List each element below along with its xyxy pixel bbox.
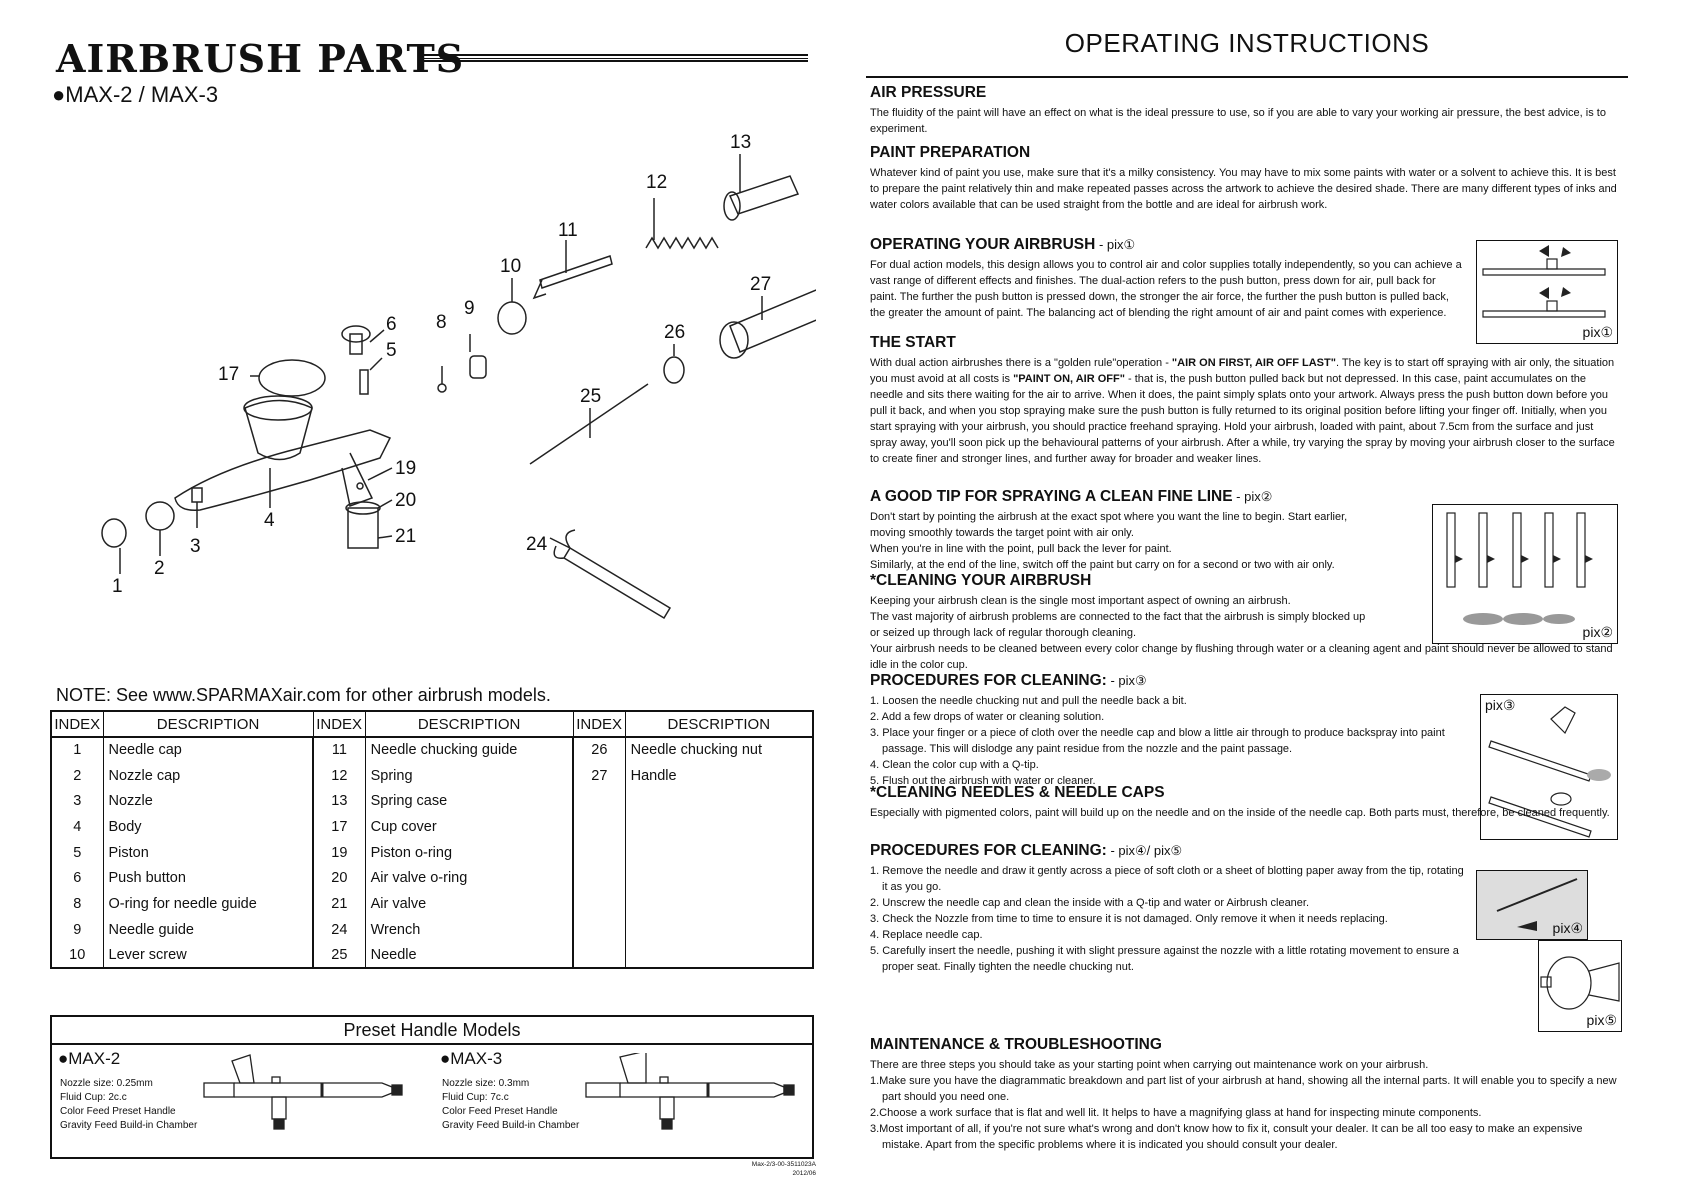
cell-description: Lever screw xyxy=(103,943,313,969)
callout-9: 9 xyxy=(464,298,475,319)
page-title: AIRBRUSH PARTS xyxy=(56,36,465,81)
maintenance-step: There are three steps you should take as your starting point when carrying out maintenance work on your airbrush. xyxy=(870,1059,1429,1071)
procedure-step: 1. Remove the needle and draw it gently across a piece of soft cloth or a sheet of blotting paper away from the tip, rotating it as you go. xyxy=(870,865,1464,893)
callout-3: 3 xyxy=(190,536,201,557)
cell-index: 13 xyxy=(313,788,365,814)
table-row xyxy=(51,737,813,763)
table-row xyxy=(51,917,813,943)
cell-index: 1 xyxy=(73,742,82,759)
cell-description xyxy=(625,917,813,943)
section-paint-preparation xyxy=(870,144,1622,213)
spec-line: Nozzle size: 0.25mm xyxy=(60,1078,153,1089)
cell-description xyxy=(625,865,813,891)
section-text: For dual action models, this design allows you to control air and color supplies totally independently, so you can achieve a vast range of different effects and finishes. The dual-action refers to the push button, press down for air, pull back for paint. The further the push button is pressed down, the stronger the air force, the further the push button is pulled back, the greater the amount of paint. The balancing act of blending the right amount of air and paint comes with experience. xyxy=(870,259,1462,319)
instructions-page xyxy=(866,20,1628,1180)
callout-21: 21 xyxy=(395,526,417,547)
figure-pix4 xyxy=(1476,870,1588,940)
text-line: moving smoothly towards the target point with air only. xyxy=(870,527,1134,539)
text-line: Keeping your airbrush clean is the single most important aspect of owning an airbrush. xyxy=(870,595,1291,607)
cell-index: 12 xyxy=(313,763,365,789)
maintenance-list xyxy=(870,1057,1622,1153)
procedure-step: 2. Add a few drops of water or cleaning solution. xyxy=(870,711,1105,723)
cell-description: Cup cover xyxy=(365,814,573,840)
section-maintenance xyxy=(870,1036,1622,1153)
cell-index xyxy=(573,814,625,840)
figure-label: pix① xyxy=(1582,324,1613,340)
table-row xyxy=(51,788,813,814)
cell-description: Push button xyxy=(103,865,313,891)
part-handle-end xyxy=(720,322,748,358)
cell-description: Nozzle xyxy=(103,788,313,814)
callout-6: 6 xyxy=(386,314,397,335)
part-piston-oring xyxy=(357,483,363,489)
section-procedures-cleaning-1 xyxy=(870,672,1474,789)
airbrush-max3-illustration xyxy=(584,1053,804,1143)
section-heading xyxy=(870,236,1462,254)
part-push-button-stem xyxy=(350,334,362,354)
cell-description: Needle cap xyxy=(103,737,313,763)
cell-description: Needle guide xyxy=(103,917,313,943)
cell-description: Piston o-ring xyxy=(365,840,573,866)
section-heading: THE START xyxy=(870,334,956,351)
pix-ref: - pix③ xyxy=(1106,673,1147,688)
header-index: INDEX xyxy=(51,711,103,737)
spec-line: Color Feed Preset Handle xyxy=(442,1106,558,1117)
procedure-step: 1. Loosen the needle chucking nut and pull the needle back a bit. xyxy=(870,695,1187,707)
text-line: Your airbrush needs to be cleaned between every color change by flushing through water or a cleaning agent and paint should never be allowed to stand idle in the color cup. xyxy=(870,643,1613,671)
cell-index: 9 xyxy=(73,921,82,938)
procedure-step: 3. Check the Nozzle from time to time to ensure it is not damaged. Only remove it when it needs replacing. xyxy=(870,913,1388,925)
spec-line: Nozzle size: 0.3mm xyxy=(442,1078,530,1089)
cell-index: 27 xyxy=(573,763,625,789)
text-line: or seized up through lack of regular thorough cleaning. xyxy=(870,627,1137,639)
part-nozzle-cap xyxy=(146,502,174,530)
maintenance-step: 1.Make sure you have the diagrammatic breakdown and part list of your airbrush at hand, showing all the internal parts. It will enable you to specify a new part should you need one. xyxy=(870,1075,1617,1103)
figure-label: pix② xyxy=(1582,624,1613,640)
part-chucking-guide xyxy=(540,256,612,288)
callout-10: 10 xyxy=(500,256,522,277)
cell-description: Needle chucking guide xyxy=(365,737,573,763)
part-handle xyxy=(730,280,816,352)
callout-11: 11 xyxy=(558,220,578,241)
procedure-step: 5. Carefully insert the needle, pushing it with slight pressure against the nozzle with a little rotating movement to ensure a proper seat. Finally tighten the needle chucking nut. xyxy=(870,945,1459,973)
cell-index: 24 xyxy=(313,917,365,943)
part-cup-cover xyxy=(259,360,325,396)
part-spring xyxy=(646,238,718,248)
figure-pix5 xyxy=(1538,940,1622,1032)
cell-description xyxy=(625,788,813,814)
cell-description: Needle xyxy=(365,943,573,969)
cell-index: 21 xyxy=(313,891,365,917)
ref-code: Max-2/3-00-3511023A xyxy=(751,1161,816,1168)
preset-handle-models xyxy=(50,1015,814,1159)
cell-index: 6 xyxy=(73,870,82,887)
exploded-parts-diagram xyxy=(50,108,816,668)
cell-index: 20 xyxy=(313,865,365,891)
cell-description xyxy=(625,840,813,866)
table-row xyxy=(51,814,813,840)
procedure-list xyxy=(870,863,1472,975)
cell-description: Needle chucking nut xyxy=(625,737,813,763)
callout-25: 25 xyxy=(580,386,602,407)
cell-description: Nozzle cap xyxy=(103,763,313,789)
part-cup xyxy=(245,401,312,460)
cell-index xyxy=(573,943,625,969)
section-cleaning xyxy=(870,572,1622,673)
bold-run: "PAINT ON, AIR OFF" xyxy=(1013,373,1125,385)
ref-date: 2012/06 xyxy=(792,1170,816,1177)
spec-line: Fluid Cup: 2c.c xyxy=(60,1092,127,1103)
document-reference xyxy=(752,1160,816,1178)
maintenance-step: 3.Most important of all, if you're not sure what's wrong and don't know how to fix it, consult your dealer. It can be all too easy to make an expensive mistake. Apart from the specific problems where it is indicated you should consult your dealer. xyxy=(870,1123,1583,1151)
procedure-step: 3. Place your finger or a piece of cloth over the needle cap and blow a little air through to produce backspray into paint passage. This will dislodge any paint residue from the nozzle and the paint passage. xyxy=(870,727,1445,755)
preset-title: Preset Handle Models xyxy=(52,1017,812,1045)
cell-index xyxy=(573,788,625,814)
figure-label: pix③ xyxy=(1485,697,1516,713)
pix-ref: - pix① xyxy=(1095,237,1136,252)
text-run: - that is, the push button pulled back but not depressed. In this case, paint accumulates on the needle and sits there waiting for the air to arrive. When it does, the paint simply splats onto your artwork. Always press the push button down before you pull it back, and when you stop spraying make sure the push button is fully returned to its original position before lifting your finger off. Initially, when you start spraying with your airbrush, you should practice freehand spraying. Hold your airbrush, loaded with paint, about 7.5cm from the surface and just spray away, you'll soon pick up the behavioural patterns of your airbrush. After a while, try varying the spray by moving your airbrush closer to the surface to create finer and stronger lines, and further away for broader and weaker lines. xyxy=(870,373,1615,465)
section-text xyxy=(870,593,1622,673)
procedure-step: 2. Unscrew the needle cap and clean the inside with a Q-tip and water or Airbrush cleaner. xyxy=(870,897,1310,909)
parts-table-header xyxy=(51,711,813,737)
model-specs xyxy=(442,1077,579,1133)
pix-ref: - pix② xyxy=(1232,489,1273,504)
section-operating xyxy=(870,236,1462,321)
header-description: DESCRIPTION xyxy=(365,711,573,737)
instructions-title: OPERATING INSTRUCTIONS xyxy=(1064,28,1430,58)
section-heading: PAINT PREPARATION xyxy=(870,144,1031,161)
cell-description: Spring xyxy=(365,763,573,789)
cell-description: Piston xyxy=(103,840,313,866)
text-line: Don't start by pointing the airbrush at the exact spot where you want the line to begin. Start earlier, xyxy=(870,511,1348,523)
procedure-step: 4. Clean the color cup with a Q-tip. xyxy=(870,759,1039,771)
part-body-handle xyxy=(342,453,372,506)
part-oring xyxy=(438,384,446,392)
cell-description: Spring case xyxy=(365,788,573,814)
figure-label: pix⑤ xyxy=(1586,1012,1617,1028)
section-heading xyxy=(870,842,1472,860)
section-text: Whatever kind of paint you use, make sure that it's a milky consistency. You may have to mix some paints with water or a solvent to achieve this. It is best to prepare the paint relatively thin and make repeated passes across the artwork to achieve the desired shade. There are many different types of inks and water colors available that can be used straight from the bottle and are ideal for airbrush work. xyxy=(870,167,1617,211)
section-cleaning-needles xyxy=(870,784,1622,821)
spec-line: Color Feed Preset Handle xyxy=(60,1106,176,1117)
cell-description: Wrench xyxy=(365,917,573,943)
parts-table-body xyxy=(51,737,813,968)
section-the-start xyxy=(870,334,1622,467)
text-line: The vast majority of airbrush problems are connected to the fact that the airbrush is simply blocked up xyxy=(870,611,1366,623)
cell-index xyxy=(573,891,625,917)
part-chucking-nut xyxy=(664,357,684,383)
model-specs xyxy=(60,1077,197,1133)
heading-text: PROCEDURES FOR CLEANING: xyxy=(870,672,1107,689)
part-nozzle xyxy=(192,488,202,502)
header-description: DESCRIPTION xyxy=(625,711,813,737)
section-heading: AIR PRESSURE xyxy=(870,84,987,101)
header-description: DESCRIPTION xyxy=(103,711,313,737)
cell-description xyxy=(625,814,813,840)
section-text xyxy=(870,355,1622,467)
title-rule xyxy=(866,76,1628,78)
section-heading xyxy=(870,672,1474,690)
heading-text: PROCEDURES FOR CLEANING: xyxy=(870,842,1107,859)
heading-text: A GOOD TIP FOR SPRAYING A CLEAN FINE LINE xyxy=(870,488,1233,505)
pix-ref: - pix④/ pix⑤ xyxy=(1106,843,1183,858)
cell-description xyxy=(625,943,813,969)
parts-table xyxy=(50,710,814,969)
text-run: With dual action airbrushes there is a "golden rule"operation - xyxy=(870,357,1172,369)
figure-pix1 xyxy=(1476,240,1618,344)
cell-index: 4 xyxy=(73,818,82,835)
parts-page xyxy=(50,30,816,1177)
callout-24: 24 xyxy=(526,534,548,555)
table-row xyxy=(51,865,813,891)
part-lever-screw xyxy=(498,302,526,334)
callout-20: 20 xyxy=(395,490,417,511)
cell-index: 2 xyxy=(73,767,82,784)
section-text: Especially with pigmented colors, paint will build up on the needle and on the inside of the needle cap. Both parts must, therefore, be cleaned frequently. xyxy=(870,807,1610,819)
table-row xyxy=(51,891,813,917)
section-good-tip xyxy=(870,488,1430,573)
model-name: ●MAX-3 xyxy=(440,1049,503,1068)
cell-description: Air valve xyxy=(365,891,573,917)
section-heading: *CLEANING YOUR AIRBRUSH xyxy=(870,572,1092,589)
procedure-step: 5. Flush out the airbrush with water or cleaner. xyxy=(870,775,1096,787)
callout-5: 5 xyxy=(386,340,397,361)
cell-index: 25 xyxy=(313,943,365,969)
airbrush-max2-illustration xyxy=(202,1053,412,1143)
model-max3 xyxy=(434,1049,804,1157)
table-row xyxy=(51,943,813,969)
cell-description xyxy=(625,891,813,917)
figure-label: pix④ xyxy=(1552,920,1583,936)
cell-index xyxy=(573,840,625,866)
callout-19: 19 xyxy=(395,458,417,479)
cell-index: 11 xyxy=(313,737,365,763)
text-line: When you're in line with the point, pull back the lever for paint. xyxy=(870,543,1172,555)
table-row xyxy=(51,840,813,866)
cell-index: 5 xyxy=(73,844,82,861)
callout-26: 26 xyxy=(664,322,686,343)
part-chucking-guide-tab xyxy=(534,280,546,298)
section-air-pressure xyxy=(870,84,1622,137)
model-name: ●MAX-2 xyxy=(58,1049,121,1068)
cell-description: Body xyxy=(103,814,313,840)
part-spring-case-end xyxy=(724,192,740,220)
header-index: INDEX xyxy=(313,711,365,737)
callout-4: 4 xyxy=(264,510,275,531)
cell-index xyxy=(573,865,625,891)
spec-line: Fluid Cup: 7c.c xyxy=(442,1092,509,1103)
callout-13: 13 xyxy=(730,132,752,153)
maintenance-step: 2.Choose a work surface that is flat and well lit. It helps to have a magnifying glass at hand for inspecting minute components. xyxy=(870,1107,1482,1119)
section-procedures-cleaning-2 xyxy=(870,842,1472,975)
text-run: . The key is to start off spraying with air only, the situation you must avoid at all costs is xyxy=(870,357,1615,385)
models-label: ●MAX-2 / MAX-3 xyxy=(52,82,219,107)
section-heading: *CLEANING NEEDLES & NEEDLE CAPS xyxy=(870,784,1165,801)
cell-description: Handle xyxy=(625,763,813,789)
cell-description: O-ring for needle guide xyxy=(103,891,313,917)
header-index: INDEX xyxy=(573,711,625,737)
procedure-list xyxy=(870,693,1474,789)
cell-index xyxy=(573,917,625,943)
cell-index: 3 xyxy=(73,793,82,810)
model-max2 xyxy=(52,1049,422,1157)
spec-line: Gravity Feed Build-in Chamber xyxy=(442,1120,580,1131)
cell-index: 8 xyxy=(73,895,82,912)
callout-2: 2 xyxy=(154,558,165,579)
callout-12: 12 xyxy=(646,172,668,193)
part-piston xyxy=(360,370,368,394)
section-heading: MAINTENANCE & TROUBLESHOOTING xyxy=(870,1036,1162,1053)
callout-17: 17 xyxy=(218,364,240,385)
callout-27: 27 xyxy=(750,274,772,295)
part-wrench xyxy=(554,530,670,618)
cell-index: 17 xyxy=(313,814,365,840)
part-needle-cap xyxy=(102,519,126,547)
text-line: Similarly, at the end of the line, switch off the paint but carry on for a second or two with air only. xyxy=(870,559,1335,571)
table-row xyxy=(51,763,813,789)
callout-1: 1 xyxy=(112,576,123,597)
note-text: NOTE: See www.SPARMAXair.com for other airbrush models. xyxy=(56,685,551,705)
heading-text: OPERATING YOUR AIRBRUSH xyxy=(870,236,1096,253)
cell-description: Air valve o-ring xyxy=(365,865,573,891)
title-rule xyxy=(420,54,808,62)
cell-index: 26 xyxy=(573,737,625,763)
section-heading xyxy=(870,488,1430,506)
section-text: The fluidity of the paint will have an effect on what is the ideal pressure to use, so if you are able to vary your working air pressure, the best advice, is to experiment. xyxy=(870,107,1606,135)
callout-8: 8 xyxy=(436,312,447,333)
procedure-step: 4. Replace needle cap. xyxy=(870,929,983,941)
cell-index: 10 xyxy=(69,946,86,963)
part-needle-guide xyxy=(470,356,486,378)
cell-index: 19 xyxy=(313,840,365,866)
part-cup-rim xyxy=(244,396,312,420)
section-text xyxy=(870,509,1430,573)
bold-run: "AIR ON FIRST, AIR OFF LAST" xyxy=(1171,357,1336,369)
spec-line: Gravity Feed Build-in Chamber xyxy=(60,1120,198,1131)
